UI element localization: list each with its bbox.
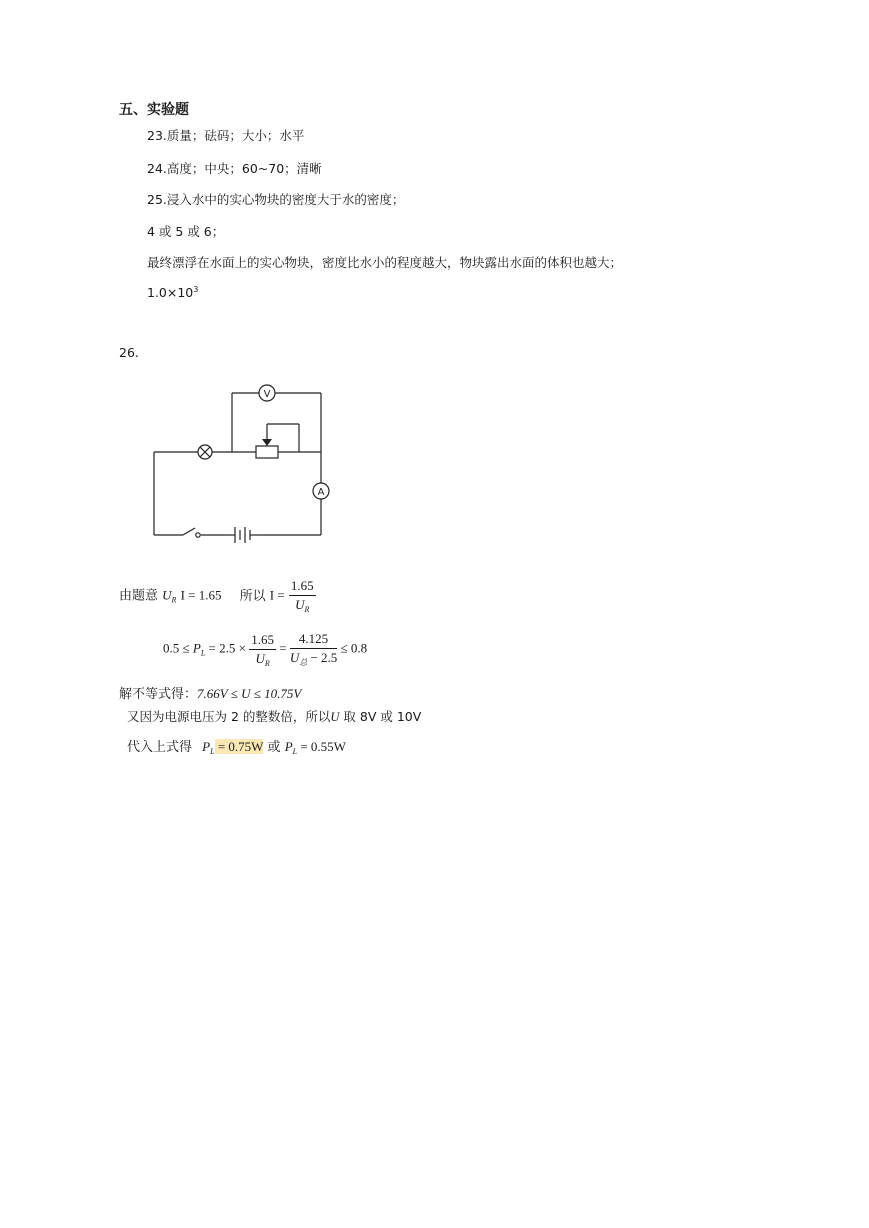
eq2-den2-tail: − 2.5: [307, 650, 338, 665]
eq5-val2: = 0.55W: [297, 739, 346, 754]
eq2-lhs: 0.5 ≤: [163, 640, 193, 656]
answer-25-line3: 最终漂浮在水面上的实心物块，密度比水小的程度越大，物块露出水面的体积也越大；: [147, 255, 623, 270]
eq2-den2-sub: 总: [299, 658, 308, 667]
eq5-P2: P: [284, 739, 293, 754]
eq5-prefix: 代入上式得: [127, 740, 193, 755]
eq2-mid: = 2.5 ×: [205, 640, 250, 656]
equation-2: [163, 631, 367, 668]
switch-blade: [183, 528, 195, 535]
eq1-numerator: 1.65: [289, 578, 316, 596]
switch-contact: [196, 533, 200, 537]
eq1-fraction: [289, 578, 316, 614]
question-26-number: 26.: [119, 345, 139, 360]
answer-24: 24.高度；中央；60~70；清晰: [147, 161, 322, 176]
circuit-diagram: [145, 378, 345, 548]
equation-5: [127, 736, 346, 756]
eq5-or: 或: [263, 740, 285, 755]
eq1-I-equals: I = 1.65: [180, 587, 222, 603]
eq5-P1: P: [202, 739, 211, 754]
eq2-den1-sub: R: [264, 658, 270, 668]
rheostat-body: [256, 446, 278, 458]
eq1-U: U: [162, 587, 172, 603]
equation-3: [119, 683, 301, 702]
eq4-text1: 又因为电源电压为 2 的整数倍，所以: [127, 709, 331, 724]
rheostat-arrow-icon: [262, 439, 272, 446]
eq5-sub2: L: [292, 747, 298, 756]
eq2-fraction-2: [290, 631, 337, 668]
density-exponent: 3: [193, 285, 199, 294]
eq2-num2: 4.125: [290, 631, 337, 649]
eq1-prefix: 由题意: [119, 588, 159, 604]
eq2-num1: 1.65: [249, 632, 276, 650]
answer-25-line1: 25.浸入水中的实心物块的密度大于水的密度；: [147, 192, 405, 207]
answer-23: 23.质量；砝码；大小；水平: [147, 128, 305, 143]
eq1-sub-R: R: [171, 595, 177, 605]
eq2-sub-L: L: [200, 648, 206, 658]
eq2-eq: =: [275, 640, 290, 656]
section-title: 五、实验题: [119, 102, 189, 118]
eq1-den-sub-R: R: [304, 605, 310, 614]
eq2-P: P: [192, 640, 201, 656]
eq2-den1-U: U: [255, 650, 265, 666]
ammeter-label: A: [317, 487, 325, 498]
eq3-expr: 7.66V ≤ U ≤ 10.75V: [197, 686, 302, 701]
eq5-val1: = 0.75W: [214, 739, 264, 754]
eq3-prefix: 解不等式得：: [119, 687, 198, 702]
equation-4: [127, 707, 421, 725]
eq5-sub1: L: [210, 747, 215, 756]
eq1-den-U: U: [295, 597, 305, 612]
eq2-rhs: ≤ 0.8: [337, 640, 368, 656]
answer-25-line2: 4 或 5 或 6；: [147, 224, 225, 239]
voltmeter-label: V: [263, 389, 271, 400]
eq4-text2: 取 8V 或 10V: [339, 709, 422, 724]
equation-1: [119, 578, 316, 614]
density-base: 1.0×10: [147, 285, 194, 301]
eq1-so: 所以: [239, 588, 266, 604]
eq2-fraction-1: [249, 632, 276, 668]
answer-25-line4: [147, 285, 198, 300]
eq4-U: U: [330, 710, 340, 724]
eq1-I-lhs: I =: [269, 587, 285, 603]
eq2-den2-U: U: [289, 650, 300, 665]
